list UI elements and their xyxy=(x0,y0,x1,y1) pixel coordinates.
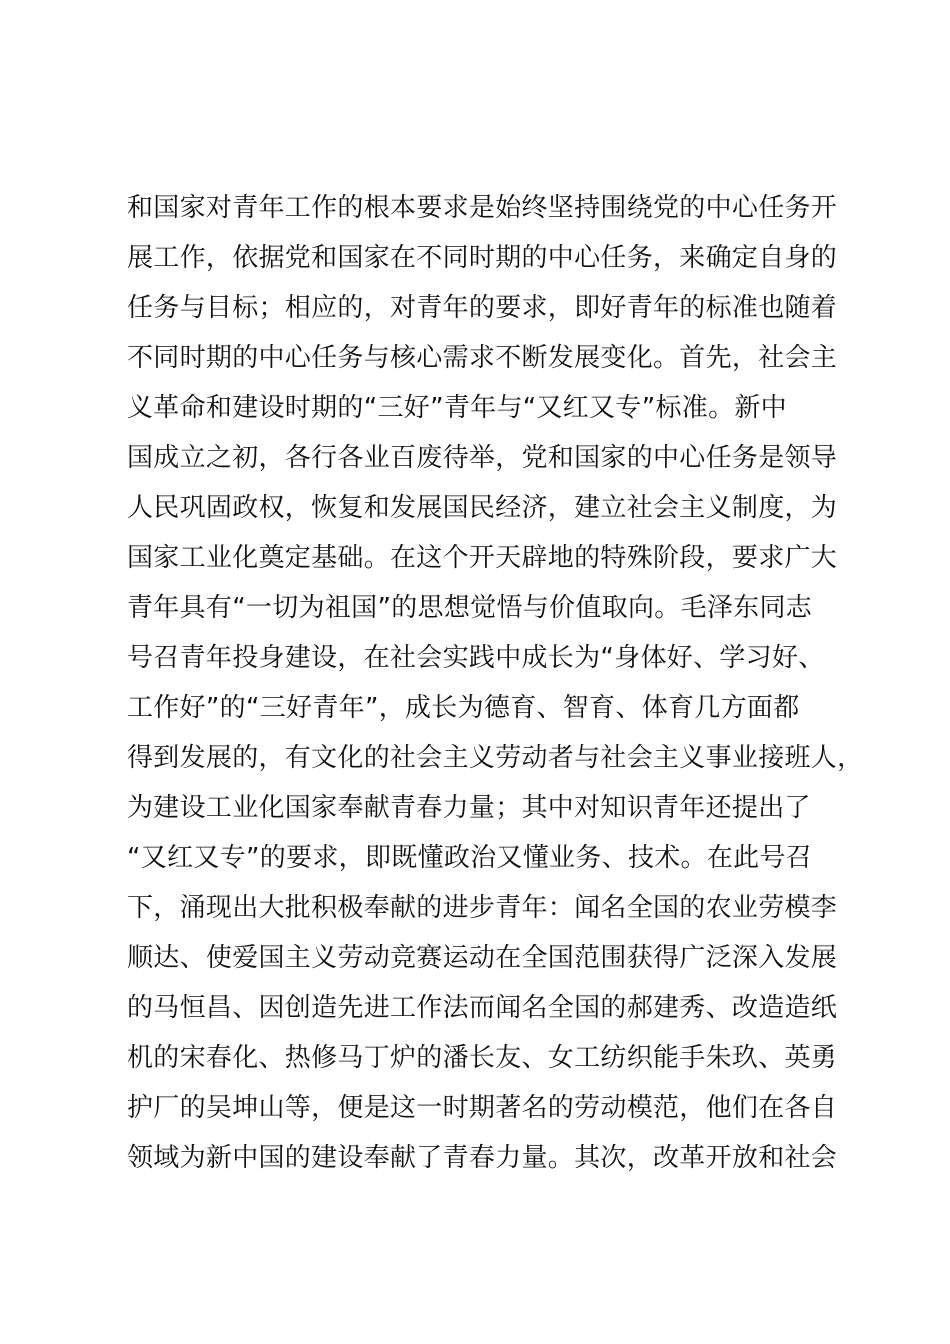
text-line: 和国家对青年工作的根本要求是始终坚持围绕党的中心任务开 xyxy=(127,193,838,223)
text-line: 青年具有“一切为祖国”的思想觉悟与价值取向。毛泽东同志 xyxy=(127,593,813,623)
text-line: 得到发展的，有文化的社会主义劳动者与社会主义事业接班人， xyxy=(127,743,864,773)
text-line: 国成立之初，各行各业百废待举，党和国家的中心任务是领导 xyxy=(127,443,838,473)
text-line: 号召青年投身建设，在社会实践中成长为“身体好、学习好、 xyxy=(127,643,825,673)
text-line: 的马恒昌、因创造先进工作法而闻名全国的郝建秀、改造造纸 xyxy=(127,993,838,1023)
text-line: 顺达、使爱国主义劳动竞赛运动在全国范围获得广泛深入发展 xyxy=(127,943,838,973)
text-line: 任务与目标；相应的，对青年的要求，即好青年的标准也随着 xyxy=(127,293,838,323)
text-line: 不同时期的中心任务与核心需求不断发展变化。首先，社会主 xyxy=(127,343,838,373)
text-line: 护厂的吴坤山等，便是这一时期著名的劳动模范，他们在各自 xyxy=(127,1093,838,1123)
text-line: 为建设工业化国家奉献青春力量；其中对知识青年还提出了 xyxy=(127,793,811,823)
text-line: 人民巩固政权，恢复和发展国民经济，建立社会主义制度，为 xyxy=(127,493,838,523)
text-line: 领域为新中国的建设奉献了青春力量。其次，改革开放和社会 xyxy=(127,1143,838,1173)
text-line: “又红又专”的要求，即既懂政治又懂业务、技术。在此号召 xyxy=(127,843,813,873)
text-line: 国家工业化奠定基础。在这个开天辟地的特殊阶段，要求广大 xyxy=(127,543,838,573)
text-line: 下，涌现出大批积极奉献的进步青年：闻名全国的农业劳模李 xyxy=(127,893,838,923)
body-text xyxy=(127,183,864,1183)
text-line: 机的宋春化、热修马丁炉的潘长友、女工纺织能手朱玖、英勇 xyxy=(127,1043,838,1073)
text-line: 展工作，依据党和国家在不同时期的中心任务，来确定自身的 xyxy=(127,243,838,273)
text-line: 义革命和建设时期的“三好”青年与“又红又专”标准。新中 xyxy=(127,393,787,423)
text-line: 工作好”的“三好青年”，成长为德育、智育、体育几方面都 xyxy=(127,693,800,723)
